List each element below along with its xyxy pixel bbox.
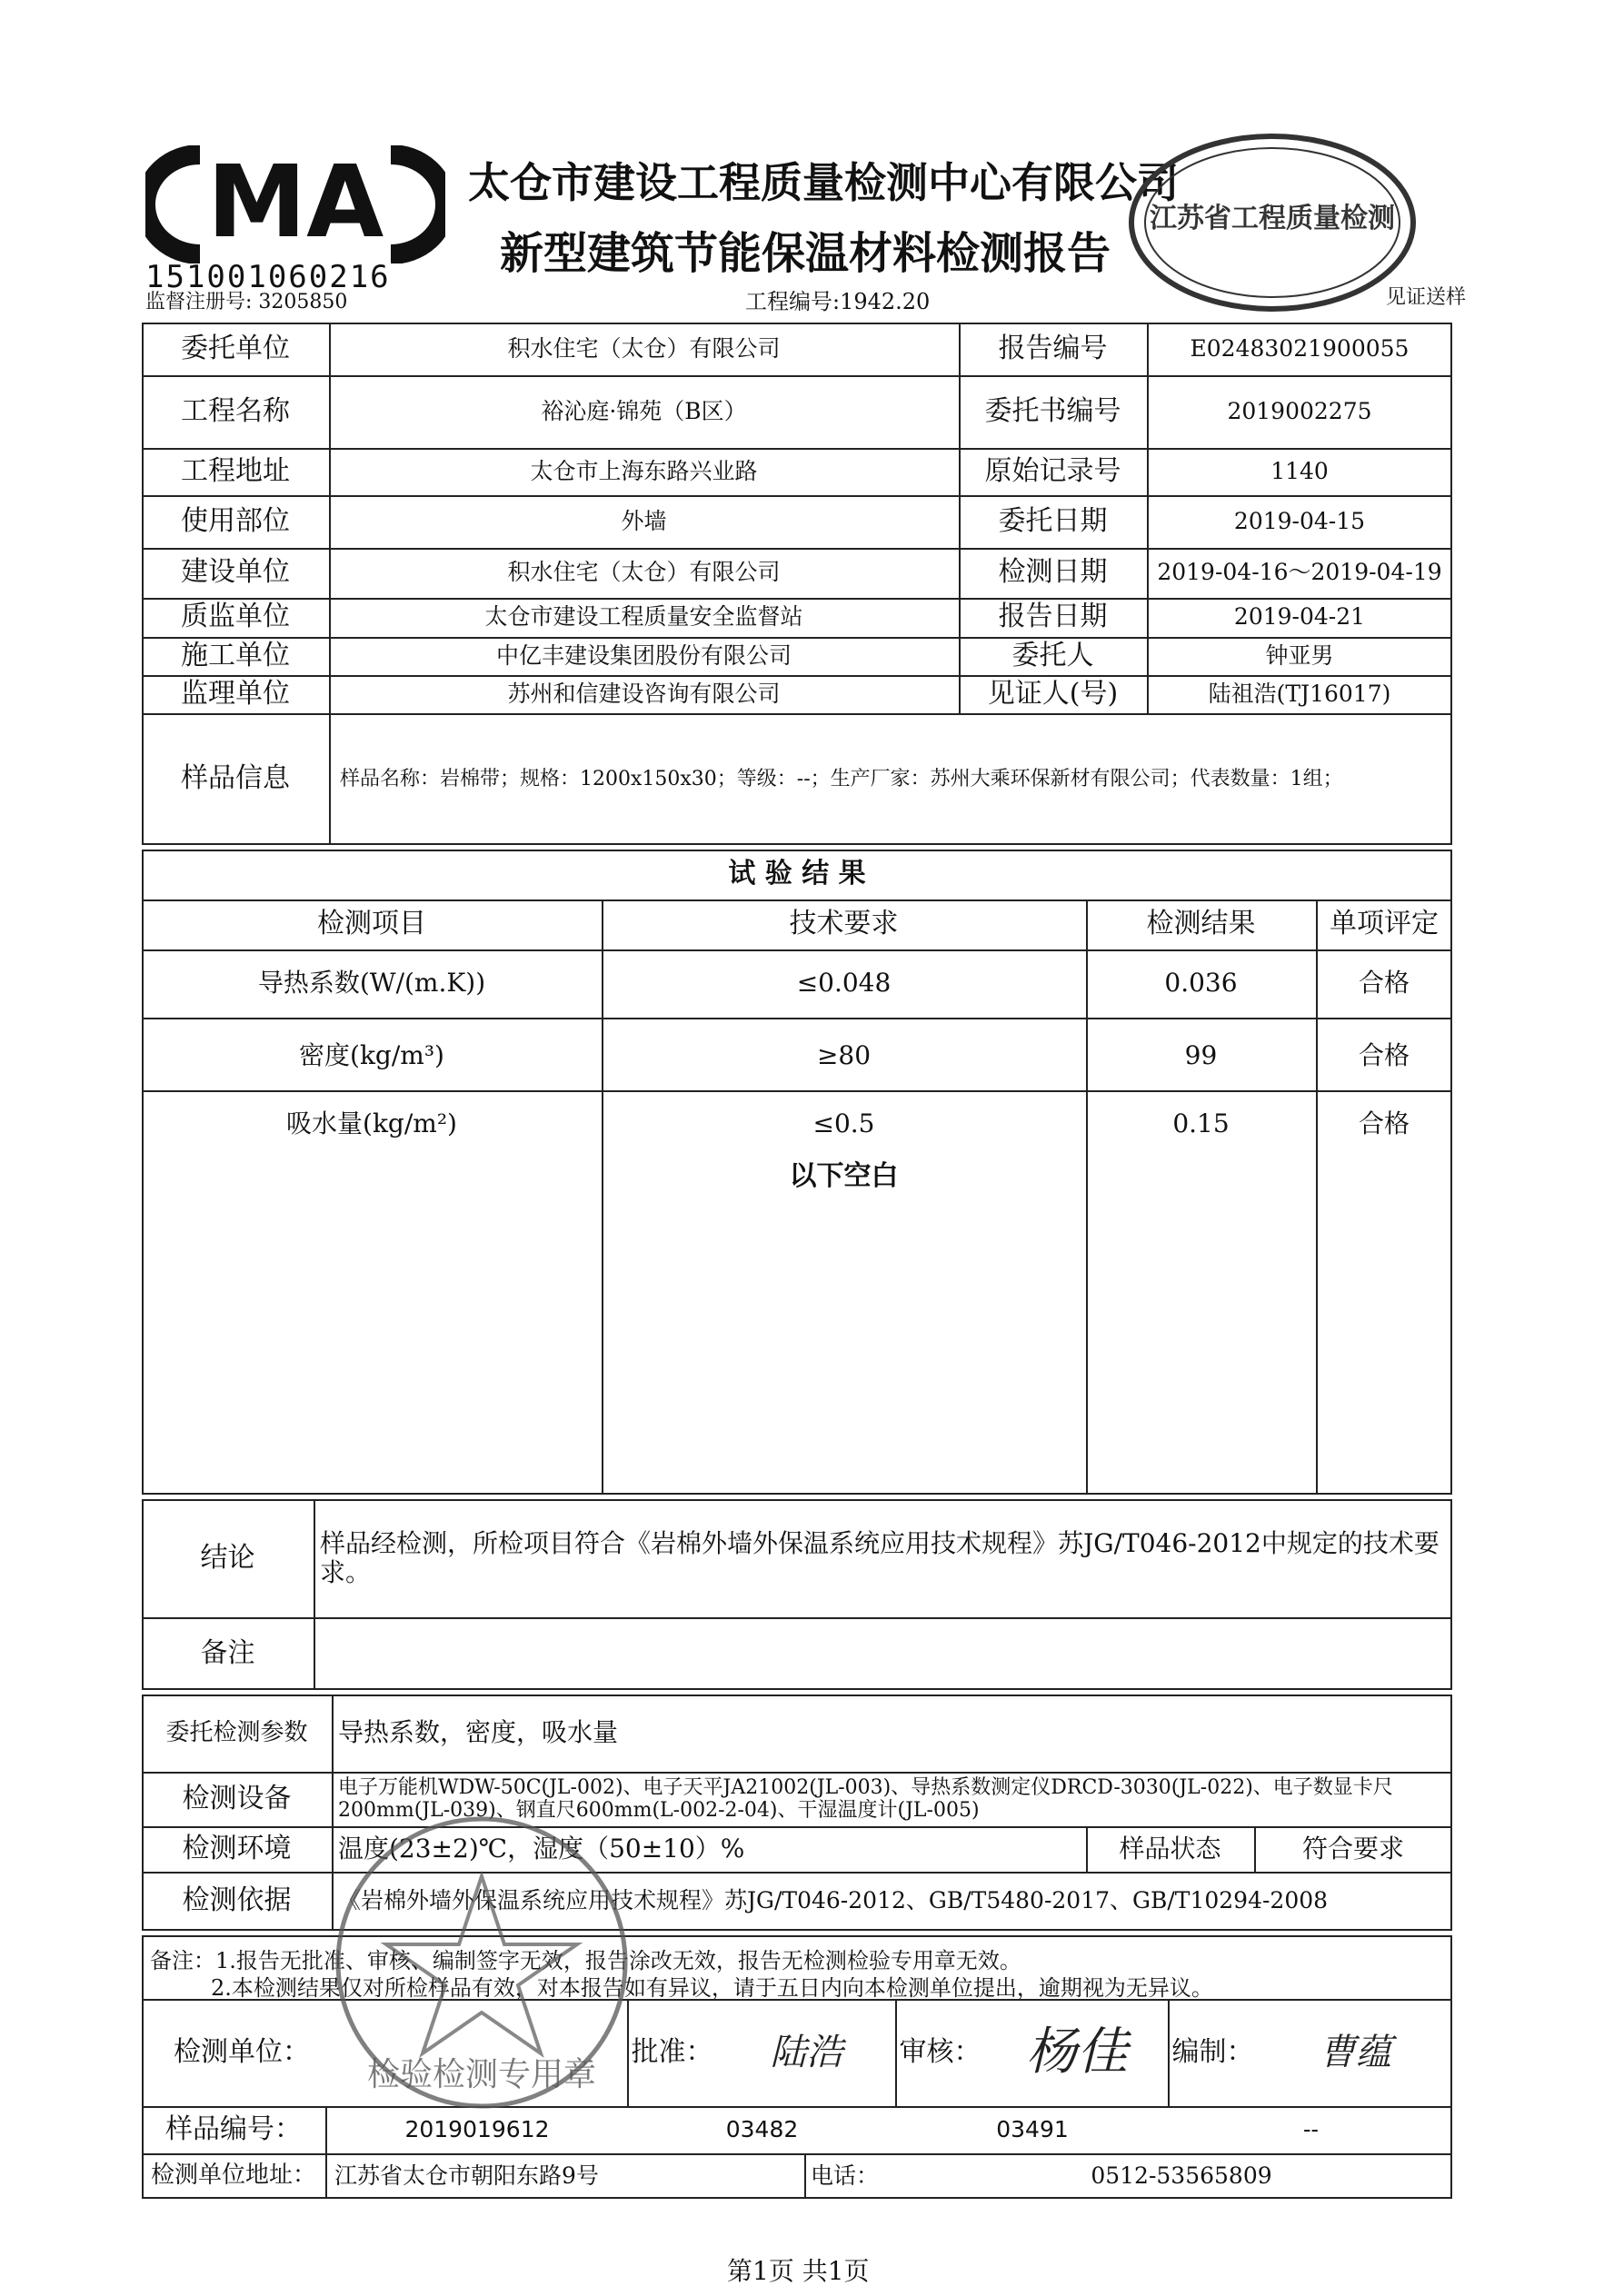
info-value-2: 陆祖浩(TJ16017) — [1208, 680, 1391, 707]
svg-text:MA: MA — [206, 145, 384, 260]
registration-number: 监督注册号: 3205850 — [145, 291, 348, 313]
info-label: 施工单位 — [181, 639, 290, 671]
info-label-2: 报告编号 — [998, 332, 1108, 364]
info-value: 中亿丰建设集团股份有限公司 — [495, 641, 792, 669]
remark-label: 备注 — [200, 1636, 255, 1669]
results-title: 试 验 结 果 — [728, 858, 866, 890]
compile-signature: 曹蕴 — [1319, 2032, 1392, 2073]
code-2: 03491 — [996, 2115, 1069, 2142]
seal-text: 江苏省工程质量检测 — [1150, 203, 1395, 234]
code-3: -- — [1303, 2115, 1319, 2142]
info-label: 工程名称 — [181, 394, 290, 427]
result-value: 99 — [1184, 1040, 1218, 1071]
code-1: 03482 — [725, 2115, 799, 2142]
sample-info-label: 样品信息 — [181, 762, 290, 795]
note-line-2: 2.本检测结果仅对所检样品有效，对本报告如有异议，请于五日内向本检测单位提出，逾期视为无异议。 — [211, 1975, 1213, 2001]
project-number: 工程编号:1942.20 — [745, 289, 931, 314]
info-label-2: 检测日期 — [998, 556, 1108, 589]
stamp-text: 检验检测专用章 — [366, 2056, 597, 2093]
info-label: 使用部位 — [181, 504, 290, 537]
info-value-2: 钟亚男 — [1265, 641, 1334, 669]
environment-label: 检测环境 — [182, 1832, 292, 1864]
sample-info-value: 样品名称：岩棉带；规格：1200x150x30；等级：--；生产厂家：苏州大乘环保新材有限公司；代表数量：1组； — [340, 767, 1343, 790]
sample-number: 2019019612 — [404, 2115, 550, 2142]
params-label: 委托检测参数 — [165, 1718, 308, 1746]
result-value: 0.15 — [1172, 1108, 1230, 1139]
compile-label: 编制： — [1171, 2035, 1254, 2068]
cma-logo-graphic — [145, 145, 445, 263]
basis-value: 《岩棉外墙外保温系统应用技术规程》苏JG/T046-2012、GB/T5480-2017、GB/T10294-2008 — [338, 1887, 1329, 1914]
info-value: 裕沁庭·锦苑（B区） — [541, 397, 747, 424]
report-title: 新型建筑节能保温材料检测报告 — [500, 228, 1111, 279]
info-label: 委托单位 — [181, 332, 290, 364]
review-signature: 杨佳 — [1026, 2022, 1128, 2082]
approve-signature: 陆浩 — [770, 2032, 843, 2073]
review-label: 审核： — [899, 2035, 981, 2068]
inspection-seal — [1122, 127, 1422, 318]
info-value: 积水住宅（太仓）有限公司 — [507, 559, 781, 586]
info-value-2: 2019002275 — [1227, 397, 1372, 424]
col-header-result: 检测结果 — [1146, 908, 1256, 940]
col-header-item: 检测项目 — [317, 908, 426, 940]
params-value: 导热系数，密度，吸水量 — [338, 1717, 619, 1748]
address-label: 检测单位地址： — [150, 2162, 316, 2190]
info-label-2: 报告日期 — [998, 601, 1108, 633]
result-value: 0.036 — [1164, 968, 1238, 999]
result-evaluation: 合格 — [1358, 1040, 1410, 1071]
approve-label: 批准： — [631, 2035, 713, 2068]
company-name: 太仓市建设工程质量检测中心有限公司 — [468, 158, 1179, 207]
page-number: 第1页 共1页 — [727, 2256, 870, 2286]
cma-logo — [145, 145, 445, 263]
result-requirement: ≥80 — [816, 1040, 872, 1071]
col-header-evaluation: 单项评定 — [1330, 908, 1439, 940]
sample-state-label: 样品状态 — [1119, 1833, 1221, 1864]
info-value-2: 2019-04-16～2019-04-19 — [1157, 559, 1442, 586]
result-item: 吸水量(kg/m²) — [286, 1108, 457, 1139]
sample-state-value: 符合要求 — [1301, 1833, 1404, 1864]
result-requirement: ≤0.5 — [812, 1108, 875, 1139]
equipment-value: 电子万能机WDW-50C(JL-002)、电子天平JA21002(JL-003)、导热系数测定仪DRCD-3030(JL-022)、电子数显卡尺200mm(JL-039)、钢直尺600mm(L-002-2-04)、干湿温度计(JL-005) — [338, 1775, 1393, 1822]
lab-stamp — [327, 1813, 636, 2112]
info-value-2: 1140 — [1270, 457, 1329, 484]
info-label-2: 见证人(号) — [987, 677, 1119, 710]
result-requirement: ≤0.048 — [796, 968, 892, 999]
info-value-2: E02483021900055 — [1190, 334, 1410, 362]
conclusion-text: 样品经检测，所检项目符合《岩棉外墙外保温系统应用技术规程》苏JG/T046-2012中规定的技术要求。 — [320, 1527, 1440, 1587]
col-header-requirement: 技术要求 — [789, 908, 899, 940]
info-label: 工程地址 — [181, 454, 290, 487]
equipment-label: 检测设备 — [182, 1782, 292, 1814]
address-value: 江苏省太仓市朝阳东路9号 — [334, 2162, 599, 2189]
info-label: 建设单位 — [181, 556, 290, 589]
cma-number: 151001060216 — [145, 259, 391, 295]
basis-label: 检测依据 — [182, 1884, 292, 1917]
phone-value: 0512-53565809 — [1091, 2162, 1272, 2189]
info-label-2: 委托书编号 — [984, 394, 1121, 427]
info-label-2: 委托人 — [1011, 639, 1094, 671]
witness-type: 见证送样 — [1386, 286, 1467, 309]
environment-value: 温度(23±2)℃，湿度（50±10）% — [338, 1833, 745, 1864]
blank-note: 以下空白 — [789, 1159, 899, 1192]
info-value-2: 2019-04-21 — [1233, 603, 1366, 631]
info-value: 外墙 — [621, 507, 667, 534]
result-evaluation: 合格 — [1358, 968, 1410, 999]
info-value-2: 2019-04-15 — [1233, 507, 1366, 534]
sample-number-label: 样品编号： — [165, 2112, 302, 2145]
conclusion-label: 结论 — [200, 1541, 255, 1574]
remark-value — [318, 1617, 1445, 1690]
info-label-2: 委托日期 — [998, 504, 1108, 537]
info-label-2: 原始记录号 — [984, 454, 1121, 487]
info-value: 太仓市建设工程质量安全监督站 — [484, 603, 803, 631]
info-label: 质监单位 — [181, 601, 290, 633]
result-evaluation: 合格 — [1358, 1108, 1410, 1139]
result-item: 密度(kg/m³) — [299, 1040, 444, 1071]
phone-label: 电话： — [811, 2162, 880, 2189]
info-label: 监理单位 — [181, 677, 290, 710]
result-item: 导热系数(W/(m.K)) — [257, 968, 486, 999]
info-value: 太仓市上海东路兴业路 — [530, 457, 758, 484]
info-value: 积水住宅（太仓）有限公司 — [507, 334, 781, 362]
info-value: 苏州和信建设咨询有限公司 — [507, 680, 781, 707]
note-line-1: 备注：1.报告无批准、审核、编制签字无效，报告涂改无效，报告无检测检验专用章无效。 — [150, 1948, 1021, 1973]
test-unit-label: 检测单位： — [174, 2035, 310, 2068]
